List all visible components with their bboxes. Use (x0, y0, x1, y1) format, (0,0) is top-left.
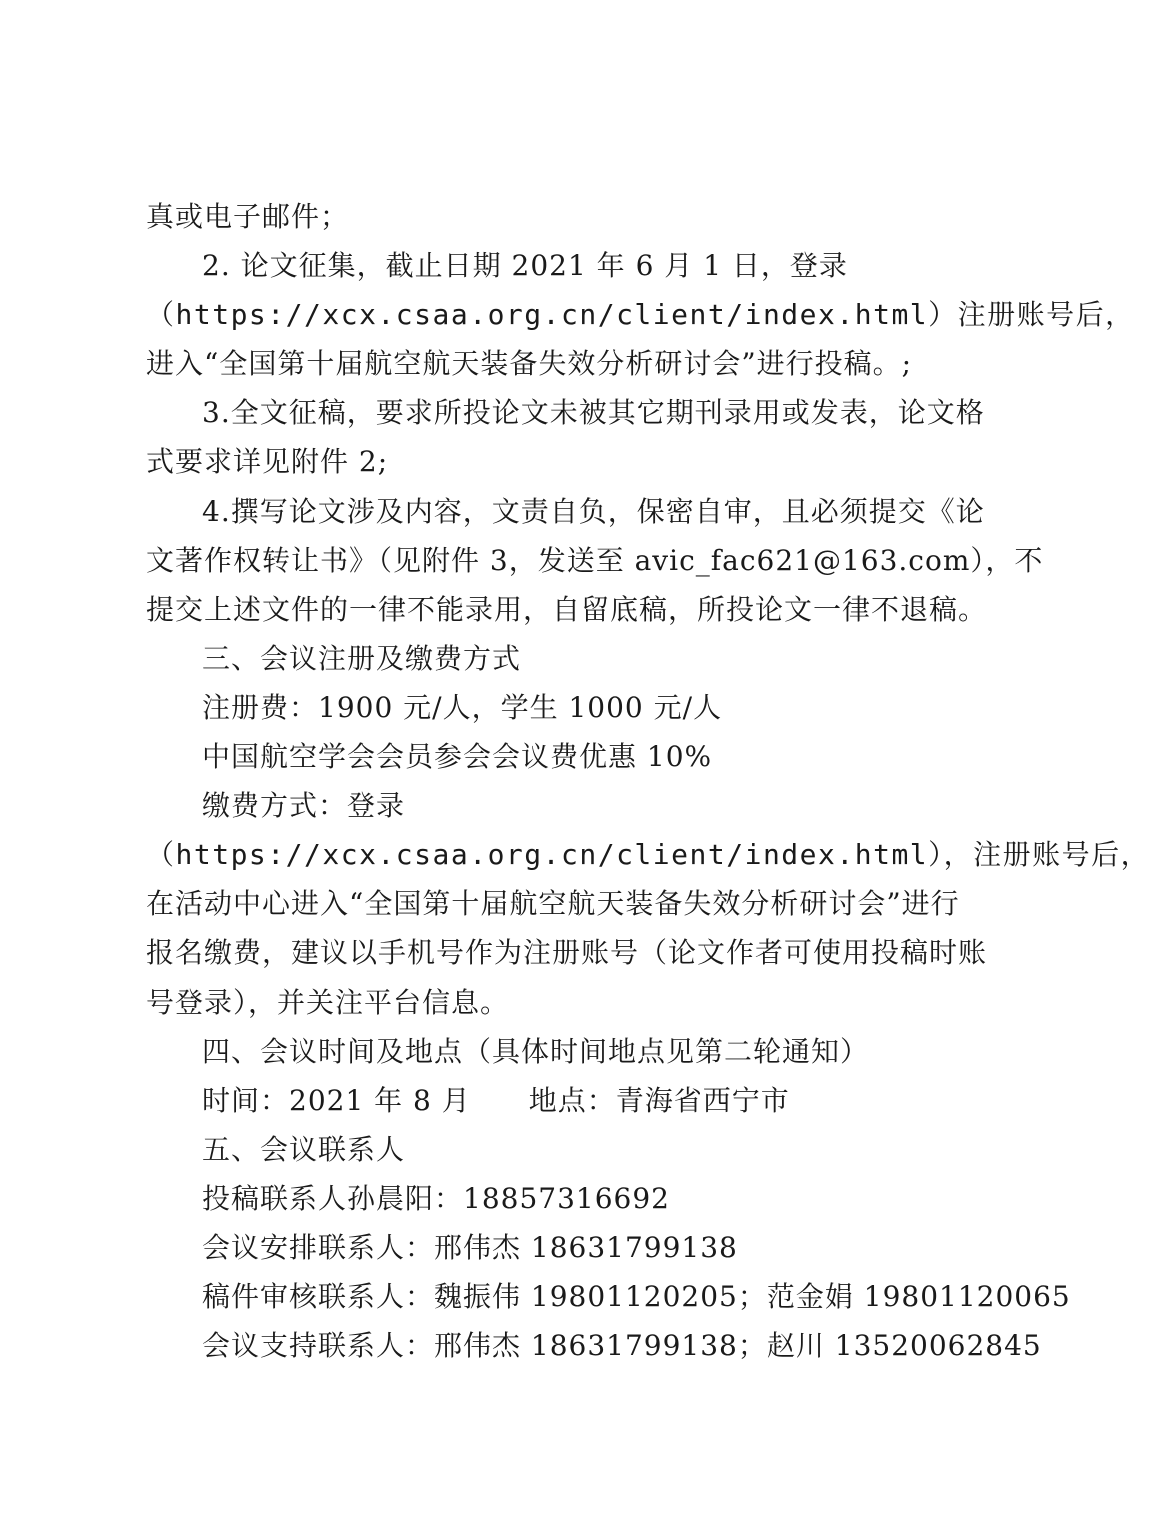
text-line-15: 在活动中心进入“全国第十届航空航天装备失效分析研讨会”进行 (146, 887, 960, 921)
text-line-4: 进入“全国第十届航空航天装备失效分析研讨会”进行投稿。; (146, 347, 913, 381)
text-line-17: 号登录），并关注平台信息。 (146, 985, 510, 1019)
contact-submission: 投稿联系人孙晨阳：18857316692 (202, 1181, 670, 1215)
section-heading-time-place: 四、会议时间及地点（具体时间地点见第二轮通知） (202, 1034, 870, 1068)
section-heading-registration: 三、会议注册及缴费方式 (202, 641, 522, 675)
contact-support: 会议支持联系人：邢伟杰 18631799138；赵川 13520062845 (202, 1329, 1042, 1363)
text-line-2: 2. 论文征集，截止日期 2021 年 6 月 1 日，登录 (202, 249, 848, 283)
contact-arrangement: 会议安排联系人：邢伟杰 18631799138 (202, 1230, 738, 1264)
contact-review: 稿件审核联系人：魏振伟 19801120205；范金娟 19801120065 (202, 1280, 1071, 1314)
text-line-6: 式要求详见附件 2; (146, 445, 389, 479)
text-line-registration-fee: 注册费：1900 元/人，学生 1000 元/人 (202, 690, 723, 724)
text-line-payment-method: 缴费方式：登录 (202, 789, 406, 823)
text-line-1: 真或电子邮件； (146, 200, 350, 233)
text-line-member-discount: 中国航空学会会员参会会议费优惠 10% (202, 740, 713, 774)
text-line-3: （https://xcx.csaa.org.cn/client/index.html）注册账号后， (146, 298, 1135, 332)
text-line-8: 文著作权转让书》（见附件 3，发送至 avic_fac621@163.com），不 (146, 543, 1044, 577)
text-line-7: 4.撰写论文涉及内容，文责自负，保密自审，且必须提交《论 (202, 494, 985, 528)
text-line-payment-url: （https://xcx.csaa.org.cn/client/index.html），注册账号后， (146, 838, 1150, 872)
text-line-5: 3.全文征稿，要求所投论文未被其它期刊录用或发表，论文格 (202, 396, 985, 430)
text-line-time-place: 时间：2021 年 8 月 地点：青海省西宁市 (202, 1083, 790, 1117)
text-line-16: 报名缴费，建议以手机号作为注册账号（论文作者可使用投稿时账 (146, 936, 988, 970)
text-line-9: 提交上述文件的一律不能录用，自留底稿，所投论文一律不退稿。 (146, 592, 988, 626)
document-body (146, 192, 1150, 1370)
section-heading-contacts: 五、会议联系人 (202, 1132, 406, 1166)
